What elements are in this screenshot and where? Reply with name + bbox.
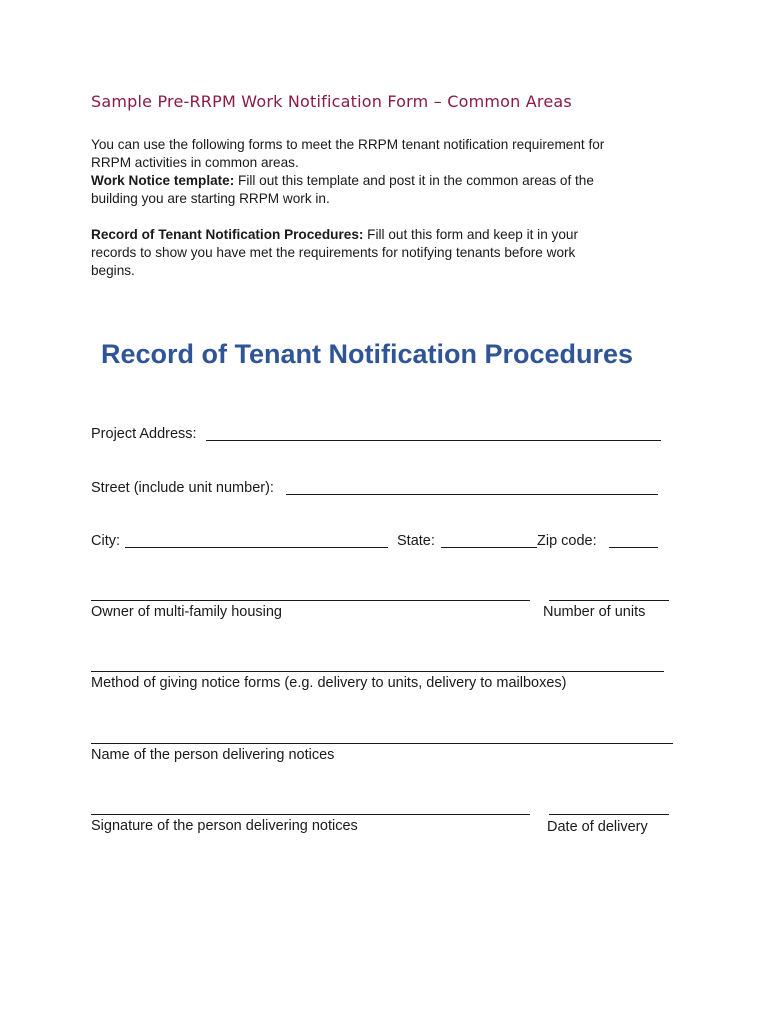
zip-label: Zip code:	[537, 533, 597, 549]
date-field[interactable]	[549, 814, 669, 815]
units-field[interactable]	[549, 600, 669, 601]
zip-field[interactable]	[609, 547, 658, 548]
project-address-field[interactable]	[206, 440, 661, 441]
city-field[interactable]	[125, 547, 388, 548]
record-text: Fill out this form and keep it in your	[363, 227, 578, 242]
deliverer-name-label: Name of the person delivering notices	[91, 747, 335, 763]
record-line-2: records to show you have met the requirements for notifying tenants before work	[91, 245, 576, 260]
method-label: Method of giving notice forms (e.g. delivery to units, delivery to mailboxes)	[91, 675, 567, 691]
method-field[interactable]	[91, 671, 664, 672]
work-notice-text: Fill out this template and post it in the common areas of the	[234, 173, 594, 188]
record-line-3: begins.	[91, 263, 135, 278]
units-label: Number of units	[543, 604, 646, 620]
state-field[interactable]	[441, 547, 537, 548]
signature-label: Signature of the person delivering notices	[91, 818, 358, 834]
work-notice-line-2: building you are starting RRPM work in.	[91, 191, 330, 206]
sample-form-heading: Sample Pre-RRPM Work Notification Form – Common Areas	[91, 92, 572, 111]
date-label: Date of delivery	[547, 819, 648, 835]
city-label: City:	[91, 533, 120, 549]
owner-field[interactable]	[91, 600, 530, 601]
work-notice-label: Work Notice template:	[91, 173, 235, 188]
work-notice-line	[91, 172, 681, 190]
project-address-label: Project Address:	[91, 426, 197, 442]
form-title: Record of Tenant Notification Procedures	[101, 339, 634, 369]
record-line	[91, 226, 681, 244]
street-field[interactable]	[286, 494, 658, 495]
owner-label: Owner of multi-family housing	[91, 604, 282, 620]
signature-field[interactable]	[91, 814, 530, 815]
street-label: Street (include unit number):	[91, 480, 274, 496]
state-label: State:	[397, 533, 435, 549]
record-label: Record of Tenant Notification Procedures:	[91, 227, 364, 242]
deliverer-name-field[interactable]	[91, 743, 673, 744]
intro-line-1: You can use the following forms to meet the RRPM tenant notification requirement for	[91, 137, 605, 152]
intro-line-2: RRPM activities in common areas.	[91, 155, 299, 170]
